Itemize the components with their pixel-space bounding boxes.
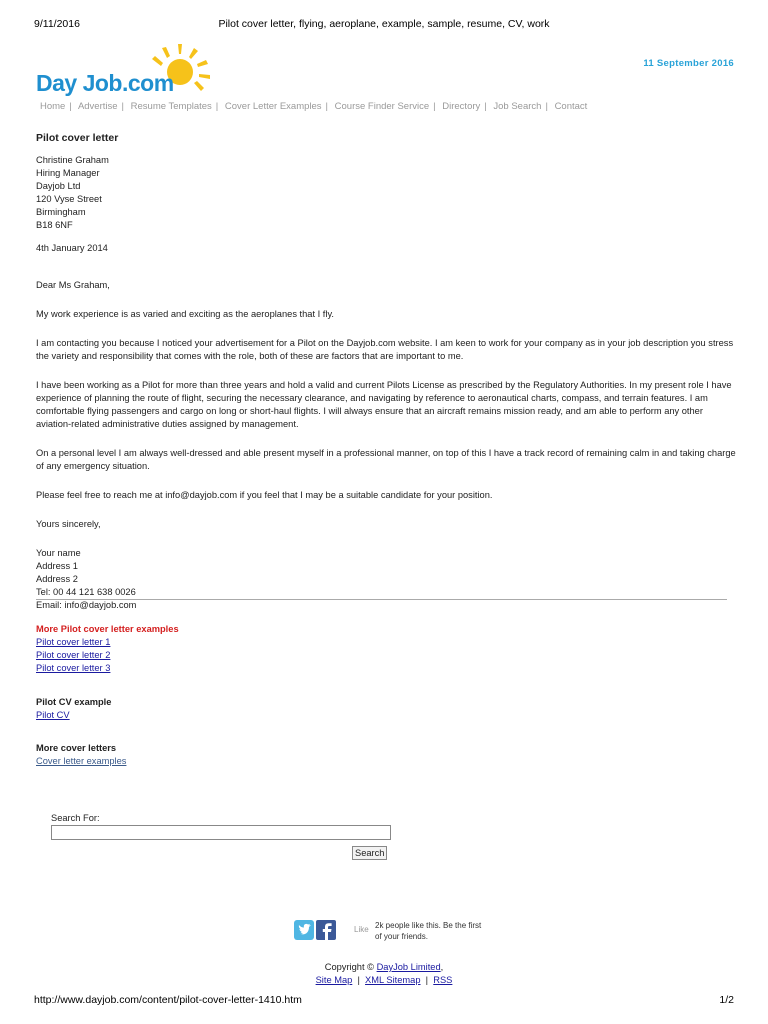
nav-resume-templates[interactable]: Resume Templates [130, 101, 212, 112]
link-pilot-cover-letter-2[interactable]: Pilot cover letter 2 [36, 650, 111, 660]
salutation: Dear Ms Graham, [36, 280, 110, 290]
paragraph-3: I have been working as a Pilot for more than three years and hold a valid and current Pilots License as prescribed by the Regulatory Authorities. In my present role I have experience of planning the route of flight, securing the necessary clearance, and navigating by reference to aeronautical charts, compass, and terrain features. I am comfortable flying passengers and cargo on long or short-haul flights. I will always ensure that an aircraft remains mission ready, and am able to perform any other aviation-related administrative duties assigned by management. [36, 380, 732, 429]
footer-links: Site Map | XML Sitemap | RSS [315, 975, 453, 985]
like-count-text: 2k people like this. Be the first of your friends. [375, 921, 482, 941]
nav-contact[interactable]: Contact [554, 101, 588, 112]
letter-content [36, 132, 736, 612]
related-links [36, 623, 179, 768]
nav-cover-letter-examples[interactable]: Cover Letter Examples [224, 101, 322, 112]
signature-address-2: Address 2 [36, 574, 78, 584]
nav-home[interactable]: Home [40, 101, 66, 112]
print-date: 9/11/2016 [34, 18, 80, 30]
paragraph-5: Please feel free to reach me at info@dayjob.com if you feel that I may be a suitable candidate for your position. [36, 490, 493, 500]
signature-name: Your name [36, 548, 81, 558]
signature-email: Email: info@dayjob.com [36, 600, 137, 610]
nav-directory[interactable]: Directory [442, 101, 481, 112]
recipient-city: Birmingham [36, 207, 86, 217]
recipient-street: 120 Vyse Street [36, 194, 102, 204]
print-title: Pilot cover letter, flying, aeroplane, example, sample, resume, CV, work [218, 18, 550, 30]
site-date: 11 September 2016 [643, 58, 734, 69]
letter-date: 4th January 2014 [36, 243, 108, 253]
link-pilot-cv[interactable]: Pilot CV [36, 710, 70, 720]
closing: Yours sincerely, [36, 519, 101, 529]
facebook-icon[interactable] [316, 920, 336, 940]
logo-text [36, 70, 174, 97]
more-examples-heading: More Pilot cover letter examples [36, 624, 179, 634]
divider [36, 599, 727, 600]
recipient-title: Hiring Manager [36, 168, 100, 178]
footer-rss[interactable]: RSS [433, 975, 453, 985]
more-letters-heading: More cover letters [36, 743, 117, 753]
site-logo[interactable] [36, 42, 226, 104]
like-button[interactable]: Like [354, 925, 369, 934]
copyright-prefix: Copyright © [324, 962, 374, 972]
logo-dotcom: .com [121, 70, 174, 96]
search-label: Search For: [51, 813, 100, 823]
recipient-company: Dayjob Ltd [36, 181, 81, 191]
nav-advertise[interactable]: Advertise [77, 101, 118, 112]
signature-tel: Tel: 00 44 121 638 0026 [36, 587, 136, 597]
copyright-link[interactable]: DayJob Limited [376, 962, 441, 972]
footer-site-map[interactable]: Site Map [315, 975, 353, 985]
page-title: Pilot cover letter [36, 132, 119, 144]
footer-xml-sitemap[interactable]: XML Sitemap [365, 975, 421, 985]
paragraph-2: I am contacting you because I noticed your advertisement for a Pilot on the Dayjob.com website. I am keen to work for your company as in your job description you stress the variety and responsibility that comes with the role, both of these are factors that are important to me. [36, 338, 734, 361]
paragraph-1: My work experience is as varied and exciting as the aeroplanes that I fly. [36, 309, 334, 319]
recipient-name: Christine Graham [36, 155, 109, 165]
page-number: 1/2 [719, 994, 734, 1006]
signature-block [36, 547, 736, 612]
link-pilot-cover-letter-3[interactable]: Pilot cover letter 3 [36, 663, 111, 673]
social-icons [294, 919, 336, 946]
twitter-icon[interactable] [294, 920, 314, 940]
logo-dayjob: Day Job [36, 70, 122, 96]
copyright-line [0, 961, 768, 974]
recipient-postcode: B18 6NF [36, 220, 73, 230]
signature-address-1: Address 1 [36, 561, 78, 571]
footer [0, 961, 768, 987]
link-pilot-cover-letter-1[interactable]: Pilot cover letter 1 [36, 637, 111, 647]
recipient-address [36, 154, 736, 232]
nav-course-finder[interactable]: Course Finder Service [334, 101, 430, 112]
nav-job-search[interactable]: Job Search [493, 101, 542, 112]
main-nav: Home | Advertise | Resume Templates | Cover Letter Examples | Course Finder Service | Directory | Job Search | Contact [40, 101, 588, 112]
copyright-suffix: , [440, 962, 444, 972]
cv-example-heading: Pilot CV example [36, 697, 112, 707]
search-button[interactable]: Search [352, 846, 387, 860]
paragraph-4: On a personal level I am always well-dressed and able present myself in a professional manner, on top of this I have a track record of remaining calm in and taking charge of any emergency situation. [36, 448, 736, 471]
page-url: http://www.dayjob.com/content/pilot-cover-letter-1410.htm [34, 994, 302, 1006]
link-cover-letter-examples[interactable]: Cover letter examples [36, 756, 127, 766]
search-input[interactable] [51, 825, 391, 840]
